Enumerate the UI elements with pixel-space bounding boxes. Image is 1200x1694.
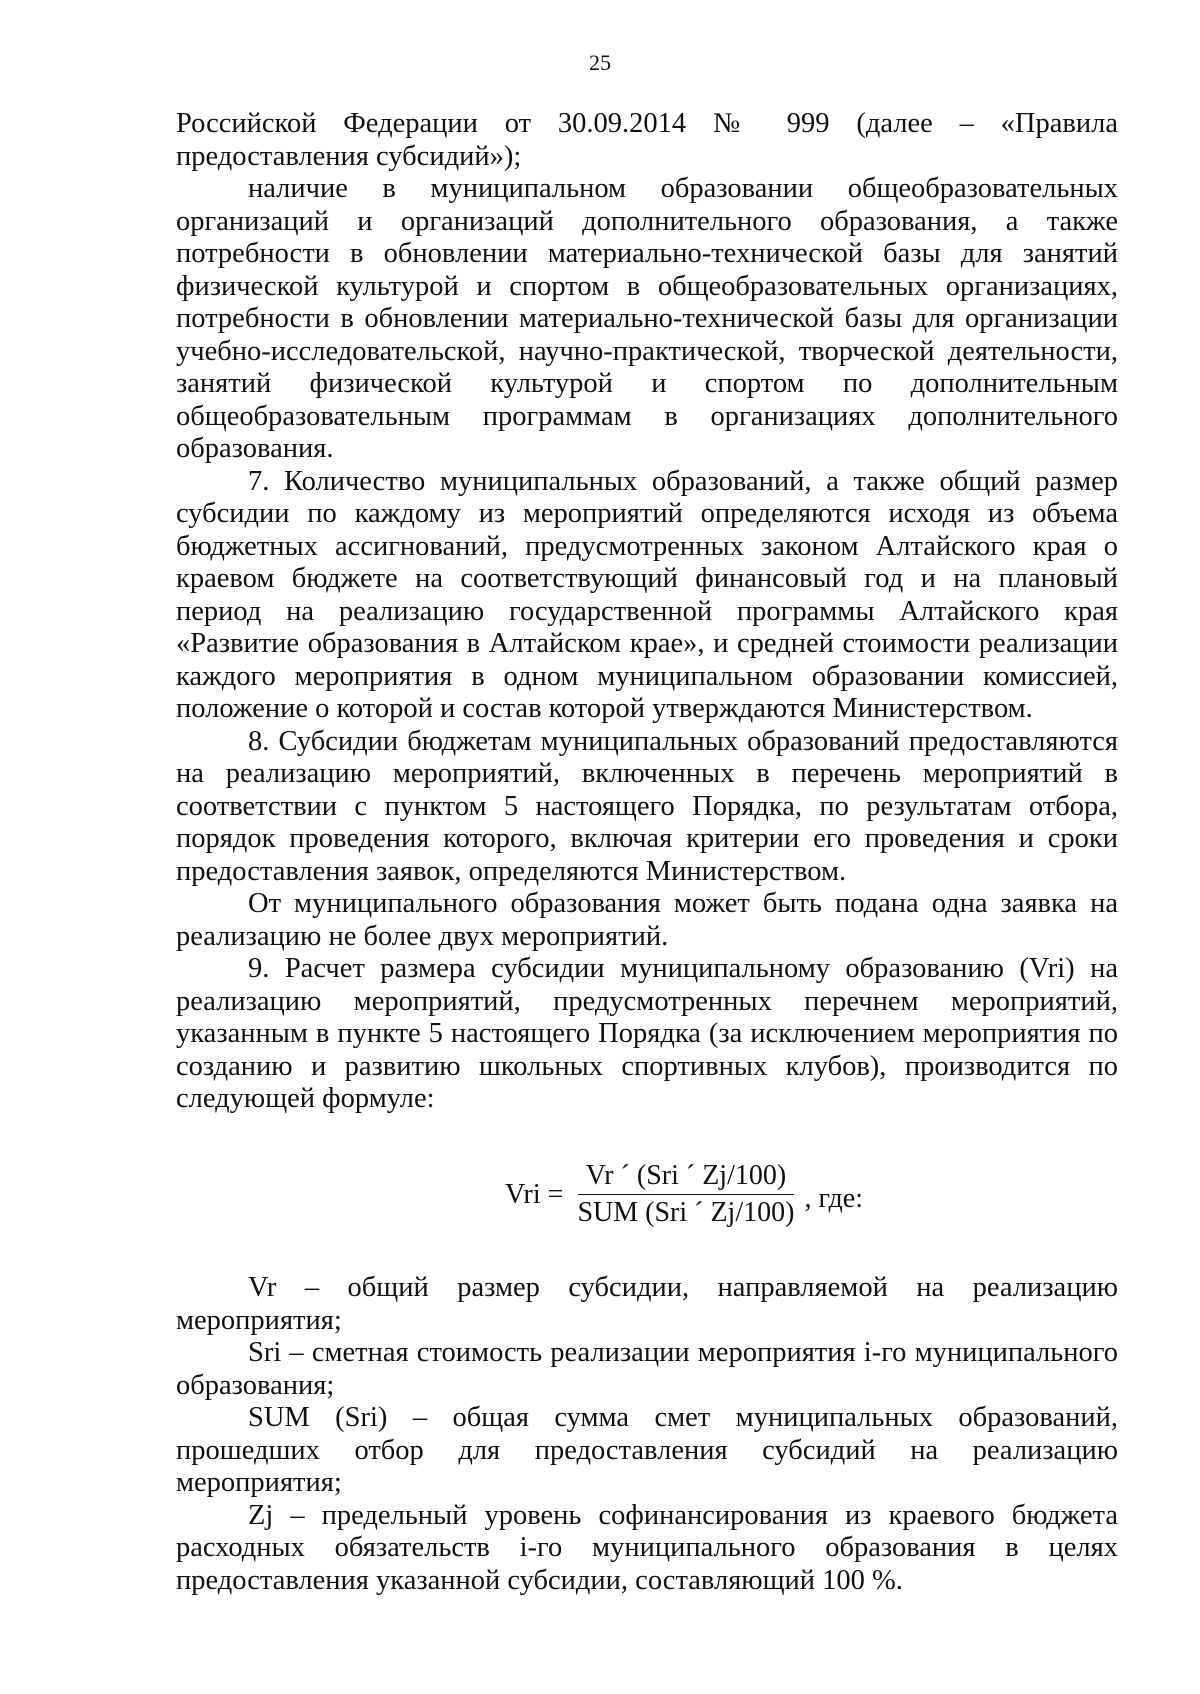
paragraph-8-application: От муниципального образования может быть подана одна заявка на реализацию не более двух мероприятий. bbox=[176, 888, 1118, 952]
definition-sum-sri: SUM (Sri) – общая сумма смет муниципальных образований, прошедших отбор для предоставления субсидий на реализацию мероприятия; bbox=[176, 1402, 1118, 1498]
subsidy-formula bbox=[505, 1160, 863, 1229]
formula-suffix: , где: bbox=[804, 1182, 863, 1214]
paragraph-7: 7. Количество муниципальных образований, а также общий размер субсидии по каждому из мероприятий определяются исходя из объема бюджетных ассигнований, предусмотренных законом Алтайского края о краевом бюджете на соответствующий финансовый год и на плановый период на реализацию государственной программы Алтайского края «Развитие образования в Алтайском крае», и средней стоимости реализации каждого мероприятия в одном муниципальном образовании комиссией, положение о которой и состав которой утверждаются Министерством. bbox=[176, 465, 1118, 724]
paragraph-8: 8. Субсидии бюджетам муниципальных образований предоставляются на реализацию мероприятий, включенных в перечень мероприятий в соответствии с пунктом 5 настоящего Порядка, по результатам отбора, порядок проведения которого, включая критерии его проведения и сроки предоставления заявок, определяются Министерством. bbox=[176, 725, 1118, 887]
formula-numerator: Vr ´ (Sri ´ Zj/100) bbox=[578, 1160, 795, 1195]
formula-lhs: Vri = bbox=[505, 1178, 564, 1210]
body-text bbox=[176, 108, 1118, 1116]
paragraph-continuation: Российской Федерации от 30.09.2014 № 999 (далее – «Правила предоставления субсидий»); bbox=[176, 108, 1118, 172]
definition-vr: Vr – общий размер субсидии, направляемой на реализацию мероприятия; bbox=[176, 1272, 1118, 1336]
paragraph-criteria: наличие в муниципальном образовании общеобразовательных организаций и организаций дополнительного образования, а также потребности в обновлении материально-технической базы для занятий физической культурой и спортом в общеобразовательных организациях, потребности в обновлении материально-технической базы для организации учебно-исследовательской, научно-практической, творческой деятельности, занятий физической культурой и спортом по дополнительным общеобразовательным программам в организациях дополнительного образования. bbox=[176, 173, 1118, 464]
paragraph-9: 9. Расчет размера субсидии муниципальному образованию (Vri) на реализацию мероприятий, предусмотренных перечнем мероприятий, указанным в пункте 5 настоящего Порядка (за исключением мероприятия по созданию и развитию школьных спортивных клубов), производится по следующей формуле: bbox=[176, 953, 1118, 1114]
definition-sri: Sri – сметная стоимость реализации мероприятия i-го муниципального образования; bbox=[176, 1337, 1118, 1401]
definition-zj: Zj – предельный уровень софинансирования из краевого бюджета расходных обязательств i-го муниципального образования в целях предоставления указанной субсидии, составляющий 100 %. bbox=[176, 1499, 1118, 1596]
formula-denominator: SUM (Sri ´ Zj/100) bbox=[577, 1197, 795, 1228]
formula-fraction bbox=[569, 1160, 802, 1229]
formula-definitions bbox=[176, 1272, 1118, 1597]
page-number: 25 bbox=[589, 50, 611, 75]
